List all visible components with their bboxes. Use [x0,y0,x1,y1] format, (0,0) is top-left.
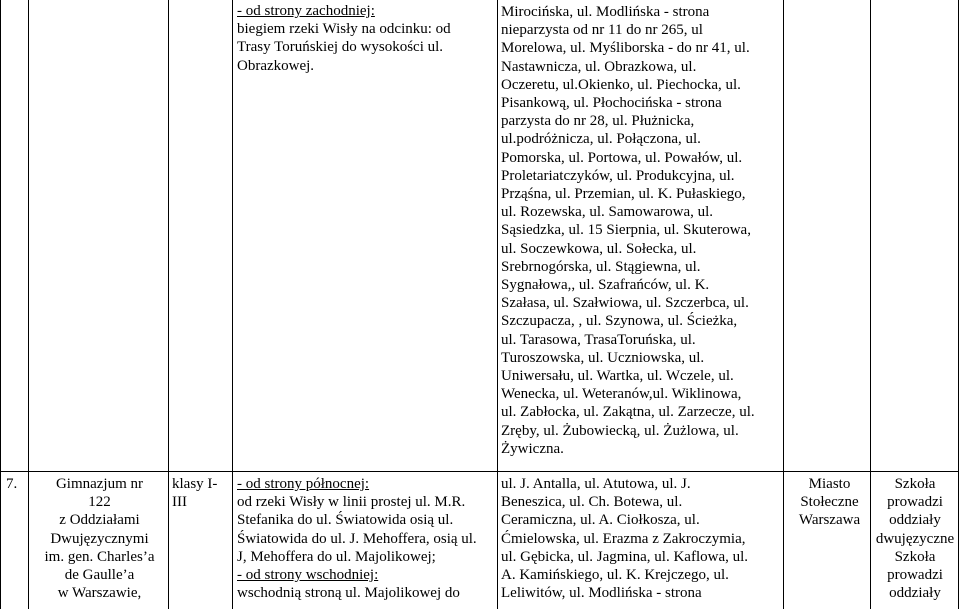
streets-line: Ceramiczna, ul. A. Ciołkosza, ul. [501,512,700,529]
area-text-line: Światowida do ul. J. Mehoffera, osią ul. [237,530,477,547]
streets-line: Leliwitów, ul. Modlińska - strona [501,585,702,602]
streets-line: Pisankową, ul. Płochocińska - strona [501,95,722,112]
classes-cell [172,475,226,511]
area-text-line: od rzeki Wisły w linii prostej ul. M.R. [237,494,466,511]
streets-line: A. Kamińskiego, ul. K. Krejczego, ul. [501,567,729,584]
streets-line: Oczeretu, ul.Okienko, ul. Piechocka, ul. [501,76,741,93]
city-line: Warszawa [798,512,861,529]
area-text-line: biegiem rzeki Wisły na odcinku: od [237,21,451,38]
streets-list-cell-top [501,3,783,458]
area-heading-west: - od strony zachodniej: [237,3,375,19]
school-name-cell [32,475,167,602]
delimitation-area-cell [237,475,499,602]
school-type-cell [871,475,959,602]
streets-line: Uniwersału, ul. Wartka, ul. Wczele, ul. [501,368,734,385]
streets-line: Szczupacza, , ul. Szynowa, ul. Ścieżka, [501,313,738,330]
school-name-line: im. gen. Charles’a [44,548,155,565]
streets-line: Srebrnogórska, ul. Stągiewna, ul. [501,258,701,275]
school-name-line: 122 [88,494,111,511]
streets-line: Turoszowska, ul. Uczniowska, ul. [501,349,705,366]
school-type-line: dwujęzyczne [875,530,955,547]
streets-line: Pomorska, ul. Portowa, ul. Powałów, ul. [501,149,743,166]
streets-line: Sąsiedzka, ul. 15 Sierpnia, ul. Skuterowa, [501,222,751,239]
streets-line: Zręby, ul. Żubowiecką, ul. Żużlowa, ul. [501,422,739,439]
city-cell [787,475,872,530]
area-heading-north: - od strony północnej: [237,476,370,492]
column-divider [783,0,784,609]
streets-line: Morelowa, ul. Myśliborska - do nr 41, ul. [501,40,750,57]
streets-line: Szałasa, ul. Szałwiowa, ul. Szczerbca, ul. [501,295,749,312]
area-text-line: J, Mehoffera do ul. Majolikowej; [237,548,436,565]
school-name-line: z Oddziałami [59,512,140,529]
school-type-line: Szkoła [894,548,936,565]
classes-line: III [172,494,187,511]
streets-line: Proletariatczyków, ul. Produkcyjna, ul. [501,167,735,184]
streets-line: Żywiczna. [501,440,564,457]
area-text-line: Trasy Toruńskiej do wysokości ul. [237,39,444,56]
school-type-line: oddziały [889,512,941,529]
streets-line: Sygnałowa,, ul. Szafrańców, ul. K. [501,277,710,294]
column-divider [168,0,169,609]
school-type-line: prowadzi [887,494,943,511]
area-heading-east: - od strony wschodniej: [237,567,379,584]
column-divider [232,0,233,609]
streets-line: ul. J. Antalla, ul. Atutowa, ul. J. [501,476,691,492]
area-text-line: Obrazkowej. [237,57,315,74]
table-border-left [0,0,1,609]
city-line: Miasto [808,476,851,492]
streets-line: ul. Zabłocka, ul. Zakątna, ul. Zarzecze, ul. [501,404,755,421]
school-name-line: w Warszawie, [57,585,142,602]
school-type-line: prowadzi [887,567,943,584]
streets-line: ul.podróżnicza, ul. Połączona, ul. [501,131,701,148]
classes-line: klasy I- [172,476,218,492]
school-type-line: Szkoła [894,476,936,492]
school-name-line: Dwujęzycznymi [50,530,149,547]
school-type-line: oddziały [889,585,941,602]
streets-line: ul. Gębicka, ul. Jagmina, ul. Kaflowa, ul. [501,548,749,565]
delimitation-area-cell-top [237,2,499,75]
streets-line: ul. Rozewska, ul. Samowarowa, ul. [501,204,714,221]
streets-line: Nastawnicza, ul. Obrazkowa, ul. [501,58,697,75]
school-name-line: de Gaulle’a [64,567,135,584]
streets-line: Prząśna, ul. Przemian, ul. K. Pułaskiego, [501,186,746,203]
row-divider [0,471,959,472]
column-divider [28,0,29,609]
school-name-line: Gimnazjum nr [55,476,144,492]
streets-line: Mirocińska, ul. Modlińska - strona [501,4,710,20]
streets-line: Beneszica, ul. Ch. Botewa, ul. [501,494,683,511]
streets-line: Ćmielowska, ul. Erazma z Zakroczymia, [501,530,746,547]
streets-line: parzysta do nr 28, ul. Płużnicka, [501,113,695,130]
streets-line: ul. Tarasowa, TrasaToruńska, ul. [501,331,696,348]
area-text-line: Stefanika do ul. Światowida osią ul. [237,512,454,529]
city-line: Stołeczne [800,494,859,511]
area-text-line: wschodnią stroną ul. Majolikowej do [237,585,460,602]
streets-line: Wenecka, ul. Weteranów,ul. Wiklinowa, [501,386,742,403]
streets-line: ul. Soczewkowa, ul. Sołecka, ul. [501,240,697,257]
streets-line: nieparzysta od nr 11 do nr 265, ul [501,22,703,39]
row-number: 7. [6,476,18,492]
streets-list-cell [501,475,783,602]
